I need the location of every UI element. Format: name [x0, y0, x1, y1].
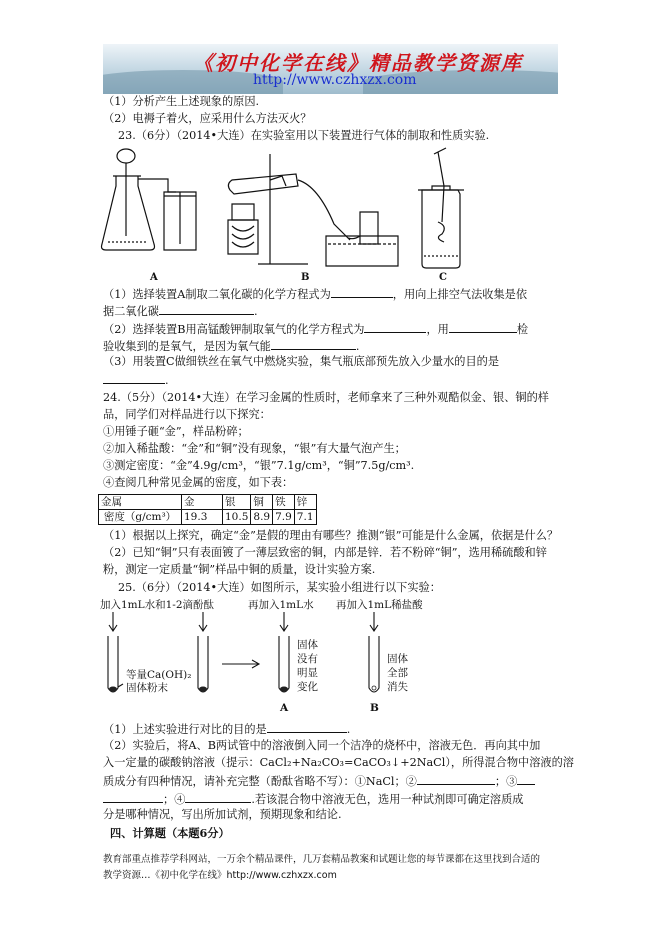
apparatus-label-b: B — [301, 272, 310, 282]
header-banner — [103, 44, 558, 94]
arrow-down-icon — [199, 612, 207, 631]
table-header-cell: 金 — [182, 495, 223, 510]
fig-obs-b-2: 全部 — [387, 667, 408, 679]
footer-line-1: 教育部重点推荐学科网站，一万余个精品课件，几万套精品教案和试题让您的每节课都在这里找到合适的 — [103, 854, 541, 865]
q23-blank-o2-equation[interactable] — [364, 321, 426, 333]
powder-icon — [199, 687, 207, 692]
q24-stem-line2: 品，同学们对样品进行以下探究： — [103, 408, 271, 421]
banner-title: 《初中化学在线》精品教学资源库 — [193, 51, 523, 75]
q24-part1: （1）根据以上探究，确定“金”是假的理由有哪些？推测“银”可能是什么金属，依据是什么？ — [103, 529, 559, 542]
fig-obs-a-2: 没有 — [297, 653, 318, 665]
q25-part2-line5: 分是哪种情况，写出所加试剂，预期现象和结论. — [103, 808, 342, 821]
table-cell: 10.5 — [223, 510, 251, 525]
q23-part1-line1: （1）选择装置A制取二氧化碳的化学方程式为 ，用向上排空气法收集是依 — [103, 288, 528, 301]
test-tube-icon — [369, 636, 379, 692]
test-tube-icon — [108, 636, 118, 692]
prev-question-2: （2）电褥子着火，应采用什么方法灭火？ — [103, 112, 312, 125]
q25-blank-case4[interactable] — [185, 791, 251, 803]
fig-label-b: B — [370, 702, 379, 714]
q23-blank-water-purpose[interactable] — [103, 372, 165, 384]
table-header-row — [99, 495, 317, 510]
q24-step3: ③测定密度：“金”4.9g/cm³，“银”7.1g/cm³，“铜”7.5g/cm³. — [103, 459, 415, 472]
powder-icon — [280, 687, 288, 692]
q25-part2-line4: ；④ .若该混合物中溶液无色，选用一种试剂即可确定溶质成 — [103, 791, 523, 807]
fig-obs-a-1: 固体 — [297, 639, 318, 651]
q25-blank-purpose[interactable] — [267, 721, 347, 733]
table-header-cell: 银 — [223, 495, 251, 510]
q25-blank-case2[interactable] — [417, 773, 495, 785]
q23-part3-line1: （3）用装置C做细铁丝在氧气中燃烧实验，集气瓶底部预先放入少量水的目的是 — [103, 355, 500, 368]
q25-stem: 25.（6分）（2014•大连）如图所示，某实验小组进行以下实验： — [118, 581, 441, 594]
test-tube-icon — [279, 636, 289, 692]
q25-blank-case3-start[interactable] — [517, 773, 535, 785]
metal-density-table — [98, 494, 317, 525]
q23-part2-line1: （2）选择装置B用高锰酸钾制取氧气的化学方程式为 ，用 检 — [103, 323, 529, 336]
powder-icon — [109, 687, 117, 692]
fig-add-water-phenolphthalein: 加入1mL水和1-2滴酚酞 — [100, 599, 215, 611]
section-4-heading: 四、计算题（本题6分） — [110, 826, 230, 840]
fig-add-water: 再加入1mL水 — [248, 599, 314, 611]
q24-stem-line1: 24.（5分）（2014•大连）在学习金属的性质时，老师拿来了三种外观酷似金、银、铜的样 — [103, 391, 549, 404]
prev-question-1: （1）分析产生上述现象的原因. — [103, 95, 260, 108]
q23-blank-test-method[interactable] — [449, 321, 517, 333]
apparatus-a-icon — [102, 149, 197, 250]
q25-blank-case3-end[interactable] — [103, 791, 163, 803]
q25-part2-line3: 质成分有四种情况，请补充完整（酚酞省略不写）：①NaCl；② ；③ — [103, 773, 535, 789]
bubble-icon — [372, 686, 376, 690]
apparatus-label-a: A — [150, 272, 158, 282]
q25-part2-line1: （2）实验后，将A、B两试管中的溶液倒入同一个洁净的烧杯中，溶液无色．再向其中加 — [103, 739, 541, 752]
fig-obs-a-3: 明显 — [297, 667, 318, 679]
banner-url[interactable]: http://www.czhxzx.com — [253, 72, 417, 88]
table-header-cell: 铜 — [251, 495, 273, 510]
table-cell: 8.9 — [251, 510, 273, 525]
fig-obs-a-4: 变化 — [297, 681, 318, 693]
arrow-down-icon — [280, 612, 288, 631]
q24-part2-line1: （2）已知“铜”只有表面镀了一薄层致密的铜，内部是锌．若不粉碎“铜”，选用稀硫酸和锌 — [103, 546, 547, 559]
q25-part1: （1）上述实验进行对比的目的是 . — [103, 723, 351, 736]
fig-label-a: A — [280, 702, 289, 714]
test-tube-icon — [198, 636, 208, 692]
table-row-label: 密度（g/cm³） — [99, 510, 182, 525]
arrow-down-icon — [109, 612, 117, 631]
arrow-down-icon — [370, 612, 378, 631]
table-header-cell: 铁 — [273, 495, 295, 510]
q25-part2-line2: 入一定量的碳酸钠溶液（提示：CaCl₂+Na₂CO₃=CaCO₃↓+2NaCl），所得混合物中溶液的溶 — [103, 756, 574, 769]
q24-step2: ②加入稀盐酸：“金”和“铜”没有现象，“银”有大量气泡产生； — [103, 442, 406, 455]
table-row — [99, 510, 317, 525]
q23-blank-o2-property[interactable] — [271, 338, 356, 350]
apparatus-b-icon — [228, 154, 398, 266]
fig-obs-b-1: 固体 — [387, 653, 408, 665]
table-cell: 19.3 — [182, 510, 223, 525]
table-header-cell: 金属 — [99, 495, 182, 510]
q25-experiment-figure — [98, 596, 468, 718]
q23-part2-line2: 验收集到的是氧气，是因为氧气能 . — [103, 340, 360, 353]
q23-blank-co2-property[interactable] — [159, 303, 254, 315]
q24-step1: ①用锤子砸“金”，样品粉碎； — [103, 425, 249, 438]
pointer-line — [118, 684, 123, 687]
apparatus-label-c: C — [439, 272, 447, 282]
q24-part2-line2: 粉，测定一定质量“铜”样品中铜的质量，设计实验方案. — [103, 563, 376, 576]
fig-powder-label-1: 等量Ca(OH)₂ — [126, 669, 192, 681]
q23-apparatus-figure — [98, 146, 478, 282]
q23-part1-line2: 据二氧化碳 . — [103, 305, 258, 318]
q24-step4: ④查阅几种常见金属的密度，如下表： — [103, 476, 294, 489]
table-cell: 7.9 — [273, 510, 295, 525]
q23-part3-line2: . — [103, 372, 169, 388]
arrow-right-icon — [222, 660, 259, 668]
table-cell: 7.1 — [294, 510, 316, 525]
fig-obs-b-3: 消失 — [387, 681, 408, 693]
apparatus-labels — [149, 272, 447, 282]
footer-line-2[interactable]: 教学资源…《初中化学在线》http://www.czhxzx.com — [103, 870, 337, 881]
fig-powder-label-2: 固体粉末 — [126, 682, 168, 694]
q23-stem: 23.（6分）（2014•大连）在实验室用以下装置进行气体的制取和性质实验. — [118, 129, 490, 142]
fig-add-hcl: 再加入1mL稀盐酸 — [336, 599, 423, 611]
apparatus-c-icon — [418, 148, 464, 268]
q23-blank-co2-equation[interactable] — [331, 286, 393, 298]
table-header-cell: 锌 — [294, 495, 316, 510]
